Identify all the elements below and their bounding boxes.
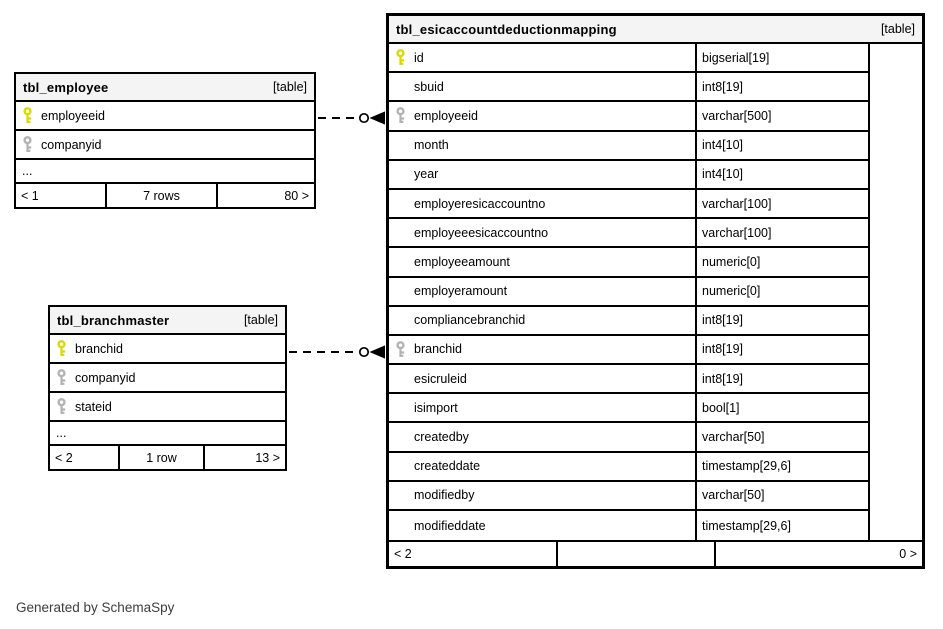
column-type: int8[19] <box>702 342 744 357</box>
table-body <box>389 44 922 540</box>
column-list <box>389 44 868 540</box>
column-name: compliancebranchid <box>414 313 526 328</box>
column-name: createddate <box>414 459 481 474</box>
column-row <box>389 307 868 336</box>
column-name: modifieddate <box>414 518 486 533</box>
column-name-cell <box>389 307 697 334</box>
column-name: employeeid <box>41 108 105 123</box>
column-row <box>389 102 868 131</box>
column-type-cell <box>697 482 866 509</box>
foreign-key-icon <box>56 398 75 415</box>
column-row <box>50 393 285 422</box>
column-type: timestamp[29,6] <box>702 459 791 474</box>
table-header[interactable] <box>50 307 285 335</box>
column-name-cell <box>50 422 285 444</box>
column-name: branchid <box>414 342 462 357</box>
column-type: int8[19] <box>702 371 744 386</box>
column-row <box>389 132 868 161</box>
key-glyph <box>56 398 67 415</box>
key-glyph <box>395 341 406 358</box>
column-type: timestamp[29,6] <box>702 518 791 533</box>
column-name: modifiedby <box>414 488 475 503</box>
column-name-cell <box>50 393 285 420</box>
column-row <box>389 482 868 511</box>
table-title[interactable]: tbl_employee <box>23 79 109 95</box>
column-list <box>16 102 314 184</box>
column-type: int4[10] <box>702 138 744 153</box>
column-name-cell <box>389 132 697 159</box>
column-name: employeeid <box>414 108 478 123</box>
column-row <box>389 190 868 219</box>
table-type-badge: [table] <box>243 313 278 327</box>
relation-branchmaster-to-esic <box>289 345 385 358</box>
column-name-cell <box>389 423 697 450</box>
footer-row-count: 7 rows <box>107 184 218 207</box>
column-row <box>389 453 868 482</box>
column-row <box>16 102 314 131</box>
primary-key-icon <box>22 107 41 124</box>
column-name: companyid <box>41 137 102 152</box>
footer-parents-count: < 1 <box>16 184 107 207</box>
column-type-cell <box>697 511 866 540</box>
column-type: varchar[100] <box>702 225 772 240</box>
column-row <box>389 423 868 452</box>
key-glyph <box>56 340 67 357</box>
column-name: ... <box>56 426 67 440</box>
column-type: varchar[50] <box>702 488 765 503</box>
column-type-cell <box>697 219 866 246</box>
table-type-badge: [table] <box>272 80 307 94</box>
table-footer <box>16 184 314 207</box>
column-type: int4[10] <box>702 167 744 182</box>
footer-children-count: 13 > <box>255 450 280 465</box>
column-name: branchid <box>75 341 123 356</box>
foreign-key-icon <box>56 369 75 386</box>
table-footer <box>50 446 285 469</box>
column-name: employeresicaccountno <box>414 196 546 211</box>
empty-spanning-cell <box>868 44 922 540</box>
column-name: employeramount <box>414 284 508 299</box>
column-name-cell <box>389 44 697 71</box>
column-type-cell <box>697 453 866 480</box>
column-name-cell <box>389 278 697 305</box>
footer-parents-count: < 2 <box>389 542 558 566</box>
hidden-columns-row <box>16 160 314 184</box>
column-type-cell <box>697 44 866 71</box>
column-name-cell <box>50 335 285 362</box>
column-name: isimport <box>414 400 458 415</box>
column-name-cell <box>389 511 697 540</box>
column-name-cell <box>389 394 697 421</box>
column-type: bigserial[19] <box>702 50 770 65</box>
column-name: month <box>414 138 449 153</box>
column-name-cell <box>389 453 697 480</box>
column-type: int8[19] <box>702 313 744 328</box>
column-name-cell <box>389 219 697 246</box>
generated-by-label: Generated by SchemaSpy <box>16 600 175 615</box>
column-name-cell <box>389 336 697 363</box>
column-name: sbuid <box>414 79 444 94</box>
column-name: employeeesicaccountno <box>414 225 549 240</box>
table-header[interactable] <box>389 16 922 44</box>
column-row <box>389 161 868 190</box>
column-name: esicruleid <box>414 371 467 386</box>
table-footer <box>389 540 922 566</box>
hidden-columns-row <box>50 422 285 446</box>
column-row <box>16 131 314 160</box>
column-name-cell <box>16 160 314 182</box>
column-name-cell <box>389 248 697 275</box>
footer-parents-count: < 2 <box>50 446 120 469</box>
column-row <box>389 219 868 248</box>
column-name: createdby <box>414 430 469 445</box>
column-name-cell <box>50 364 285 391</box>
column-type: bool[1] <box>702 400 740 415</box>
column-name-cell <box>389 365 697 392</box>
column-row <box>389 336 868 365</box>
table-type-badge: [table] <box>880 22 915 36</box>
primary-key-icon <box>56 340 75 357</box>
column-type-cell <box>697 278 866 305</box>
column-name: ... <box>22 164 33 178</box>
key-glyph <box>22 136 33 153</box>
relation-arrow-icon <box>370 111 386 124</box>
column-type: varchar[500] <box>702 108 772 123</box>
footer-children-count: 0 > <box>899 547 917 562</box>
column-name: stateid <box>75 399 112 414</box>
column-type-cell <box>697 365 866 392</box>
relation-arrow-icon <box>370 345 386 358</box>
key-glyph <box>56 369 67 386</box>
column-name: year <box>414 167 439 182</box>
column-type-cell <box>697 190 866 217</box>
column-list <box>50 335 285 446</box>
column-row <box>389 365 868 394</box>
foreign-key-icon <box>395 341 414 358</box>
table-header[interactable] <box>16 74 314 102</box>
column-name: companyid <box>75 370 136 385</box>
column-name-cell <box>16 102 314 129</box>
column-row <box>389 278 868 307</box>
column-type-cell <box>697 423 866 450</box>
relation-circle-icon <box>360 348 368 356</box>
column-row <box>389 73 868 102</box>
column-type-cell <box>697 336 866 363</box>
relation-employee-to-esic <box>318 111 385 124</box>
table-title[interactable]: tbl_esicaccountdeductionmapping <box>396 21 617 37</box>
column-name-cell <box>389 73 697 100</box>
column-row <box>389 248 868 277</box>
footer-row-count: 1 row <box>120 446 205 469</box>
footer-row-count <box>558 542 716 566</box>
table-title[interactable]: tbl_branchmaster <box>57 312 170 328</box>
column-type: numeric[0] <box>702 284 761 299</box>
key-glyph <box>22 107 33 124</box>
column-type: varchar[50] <box>702 430 765 445</box>
table-tbl-employee <box>14 72 316 209</box>
column-type-cell <box>697 307 866 334</box>
column-row <box>389 44 868 73</box>
key-glyph <box>395 107 406 124</box>
column-name-cell <box>389 190 697 217</box>
column-name: id <box>414 50 424 65</box>
foreign-key-icon <box>395 107 414 124</box>
column-row <box>389 394 868 423</box>
column-name-cell <box>389 102 697 129</box>
column-type-cell <box>697 102 866 129</box>
column-type: int8[19] <box>702 79 744 94</box>
table-tbl-branchmaster <box>48 305 287 471</box>
column-type: varchar[100] <box>702 196 772 211</box>
column-name-cell <box>16 131 314 158</box>
column-type-cell <box>697 248 866 275</box>
table-tbl-esicaccountdeductionmapping <box>386 13 925 569</box>
column-row <box>50 335 285 364</box>
column-type-cell <box>697 161 866 188</box>
column-row <box>50 364 285 393</box>
relation-circle-icon <box>360 114 368 122</box>
column-row <box>389 511 868 540</box>
column-type-cell <box>697 132 866 159</box>
column-name-cell <box>389 161 697 188</box>
primary-key-icon <box>395 49 414 66</box>
foreign-key-icon <box>22 136 41 153</box>
column-type-cell <box>697 73 866 100</box>
column-type-cell <box>697 394 866 421</box>
column-name: employeeamount <box>414 254 510 269</box>
column-name-cell <box>389 482 697 509</box>
key-glyph <box>395 49 406 66</box>
column-type: numeric[0] <box>702 254 761 269</box>
footer-children-count: 80 > <box>284 188 309 203</box>
